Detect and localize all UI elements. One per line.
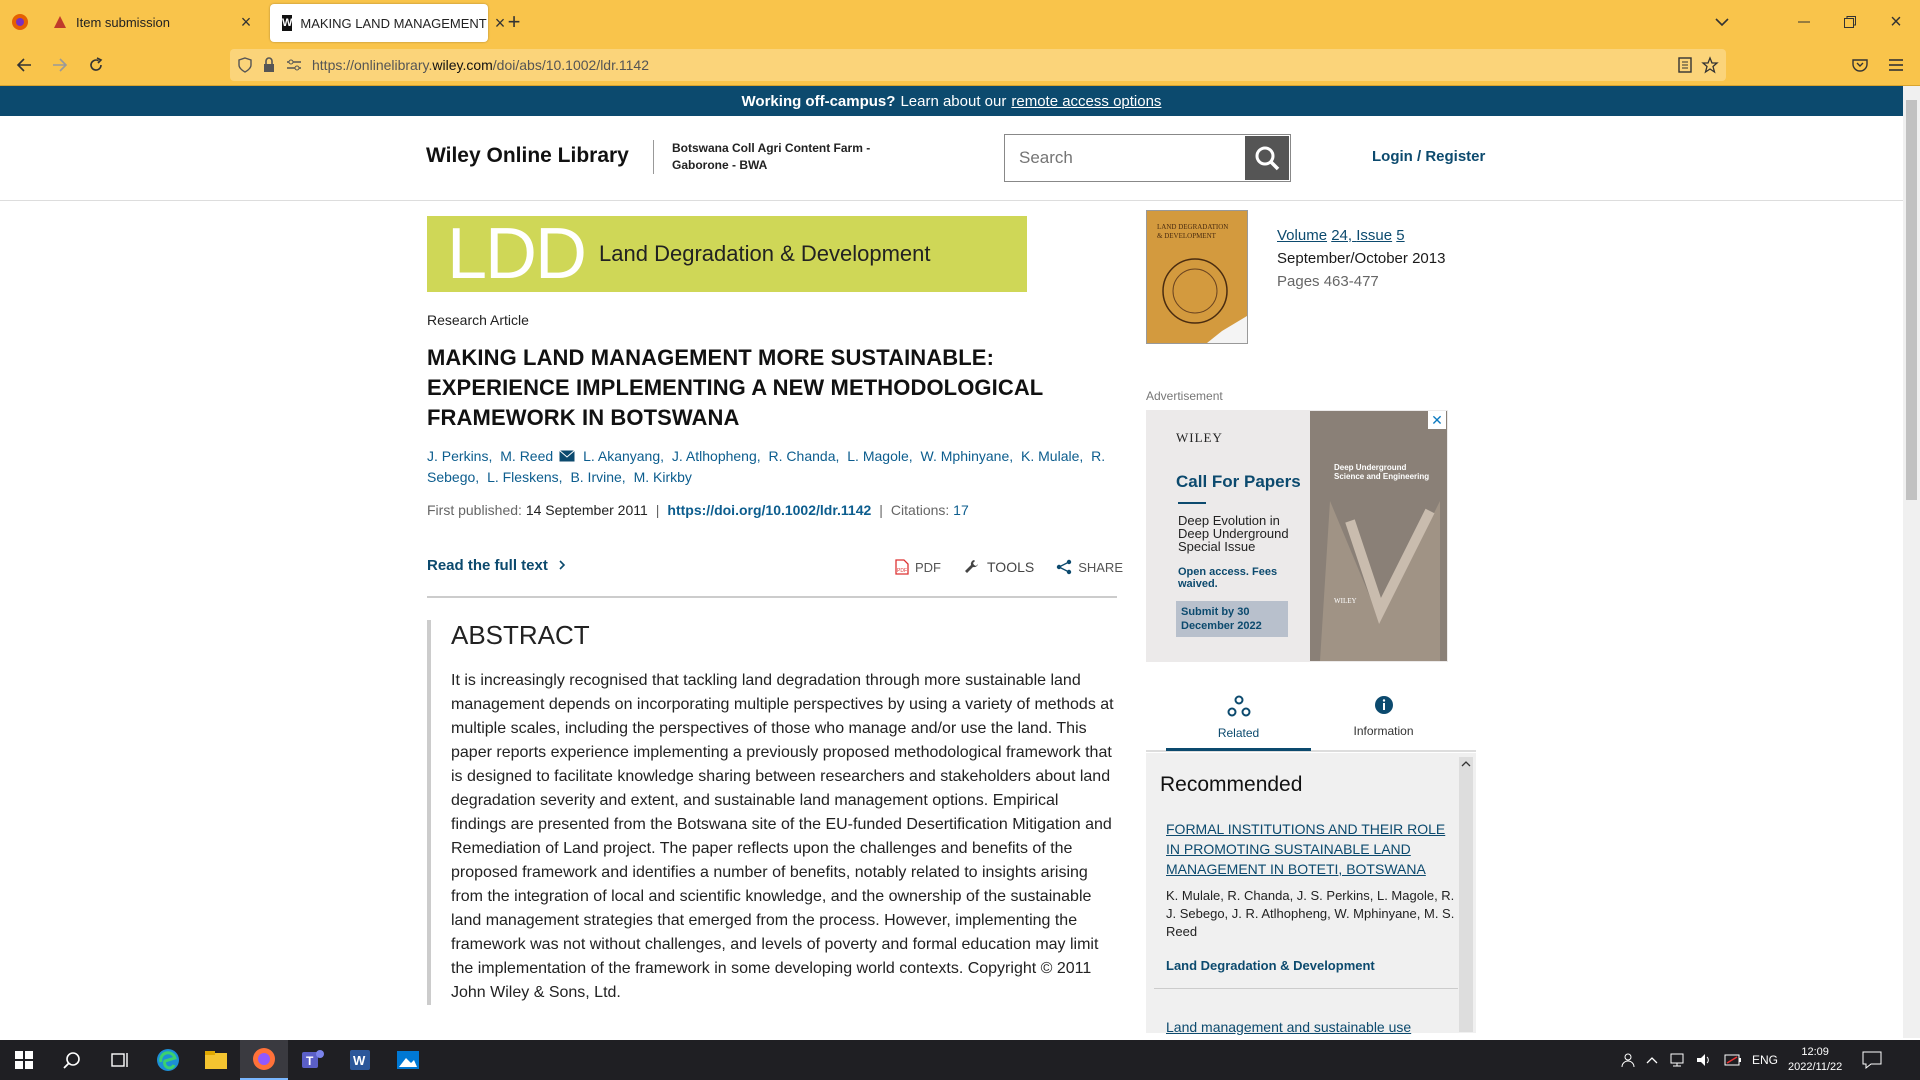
- author-link[interactable]: K. Mulale,: [1021, 448, 1084, 464]
- site-header: [0, 116, 1903, 201]
- site-logo[interactable]: Wiley Online Library: [426, 144, 629, 167]
- volume-link[interactable]: Volume: [1277, 227, 1328, 244]
- divider: [427, 596, 1117, 598]
- offcampus-bold: Working off-campus?: [741, 92, 896, 110]
- ad-title: Call For Papers: [1176, 472, 1301, 491]
- tab-information[interactable]: Information: [1311, 689, 1456, 751]
- list-tabs-icon[interactable]: [1706, 6, 1738, 38]
- ad-submit[interactable]: Submit by 30 December 2022: [1176, 601, 1288, 637]
- info-icon: [1374, 695, 1394, 715]
- restore-icon[interactable]: [1834, 6, 1866, 38]
- battery-icon[interactable]: [1724, 1053, 1742, 1067]
- tab-item-submission[interactable]: [40, 0, 266, 44]
- recommended-title-link[interactable]: Land management and sustainable use: [1166, 1019, 1412, 1035]
- publication-info: First published: 14 September 2011 | https://doi.org/10.1002/ldr.1142 | Citations: 17: [427, 502, 969, 518]
- close-window-icon[interactable]: ×: [1890, 10, 1902, 33]
- article-title: MAKING LAND MANAGEMENT MORE SUSTAINABLE: EXPERIENCE IMPLEMENTING A NEW METHODOLOGICAL FRAMEWORK IN BOTSWANA: [427, 345, 1043, 430]
- wiley-favicon: W: [282, 17, 293, 29]
- ad-artwork: [1310, 411, 1447, 661]
- ad-image-title: Deep Underground Science and Engineering: [1334, 463, 1430, 481]
- journal-name: Land Degradation & Development: [599, 241, 931, 266]
- firefox-menu-icon[interactable]: [10, 12, 30, 32]
- app-icon: [52, 14, 68, 30]
- permissions-icon[interactable]: [286, 58, 302, 72]
- search-button[interactable]: [1245, 136, 1289, 180]
- minimize-icon[interactable]: [1788, 6, 1820, 38]
- volume-number-link[interactable]: 24, Issue: [1331, 227, 1393, 244]
- bookmark-star-icon[interactable]: [1702, 57, 1718, 73]
- chevron-up-icon[interactable]: [1646, 1055, 1658, 1065]
- author-link[interactable]: M. Kirkby: [633, 469, 692, 485]
- advertisement-label: Advertisement: [1146, 389, 1223, 403]
- side-tabs: [1146, 690, 1476, 752]
- recommended-scrollbar[interactable]: [1459, 757, 1473, 1032]
- language-indicator[interactable]: ENG: [1752, 1053, 1779, 1067]
- offcampus-text: Learn about our: [900, 92, 1007, 110]
- doi-link[interactable]: https://doi.org/10.1002/ldr.1142: [667, 502, 872, 518]
- pdf-button[interactable]: PDF PDF: [897, 559, 941, 575]
- offcampus-banner: [0, 86, 1903, 116]
- first-published-label: First published:: [427, 502, 522, 518]
- page-range: Pages 463-477: [1277, 273, 1379, 290]
- pdf-icon: [895, 559, 909, 575]
- article-tools: [895, 558, 1123, 576]
- wrench-icon: [963, 558, 981, 576]
- firefox-taskbar-icon[interactable]: [240, 1040, 288, 1080]
- ad-image-brand: WILEY: [1334, 597, 1357, 605]
- navigation-bar: [0, 44, 1920, 86]
- author-list: [427, 446, 1117, 488]
- issue-info: [1277, 224, 1445, 293]
- first-published-date: 14 September 2011: [525, 502, 648, 518]
- word-icon[interactable]: [336, 1040, 384, 1080]
- ad-rule: [1178, 502, 1206, 504]
- author-link[interactable]: L. Fleskens,: [487, 469, 563, 485]
- close-tab-icon[interactable]: ×: [240, 11, 252, 32]
- recommended-heading: Recommended: [1160, 773, 1303, 796]
- task-view-icon[interactable]: [96, 1040, 144, 1080]
- tab-article[interactable]: [270, 4, 506, 42]
- divider: [1154, 988, 1458, 989]
- author-link[interactable]: L. Akanyang,: [583, 448, 665, 464]
- login-register-link[interactable]: Login / Register: [1372, 148, 1486, 165]
- volume-icon[interactable]: [1696, 1053, 1714, 1067]
- journal-banner[interactable]: [427, 216, 1027, 292]
- author-link[interactable]: J. Perkins,: [427, 448, 493, 464]
- email-icon[interactable]: [559, 450, 575, 462]
- back-icon[interactable]: [8, 49, 40, 81]
- author-link[interactable]: W. Mphinyane,: [920, 448, 1014, 464]
- issue-number-link[interactable]: 5: [1396, 227, 1405, 244]
- issue-date: September/October 2013: [1277, 250, 1446, 267]
- author-link[interactable]: L. Magole,: [847, 448, 913, 464]
- tab-title: Item submission: [76, 14, 170, 30]
- tab-related[interactable]: Related: [1166, 689, 1311, 751]
- search-box: [1004, 134, 1291, 182]
- abstract-text: It is increasingly recognised that tackling land degradation through more sustainable land management depends on incorporating multiple perspectives by using a variety of methods at multiple scales, including the perspectives of those who manage and/or use the land. This paper reports experience implementing a previously proposed methodological framework that is designed to facilitate knowledge sharing between researchers and stakeholders about land degradation severity and extent, and sustainable land management options. Empirical findings are presented from the Botswana site of the EU-funded Desertification Mitigation and Remediation of Land project. The paper reflects upon the challenges and benefits of the proposed framework and identifies a number of benefits, notably related to insights arising from the integration of local and scientific knowledge, and the ownership of the sustainable land management strategies that emerged from the process. However, implementing the framework was not without challenges, and levels of poverty and formal education may limit the implementation of the framework in some developing world contexts. Copyright © 2011 John Wiley & Sons, Ltd.: [451, 672, 1114, 1001]
- author-link[interactable]: R. Sebego,: [427, 448, 1106, 485]
- scroll-up-icon[interactable]: [1459, 758, 1473, 770]
- search-icon[interactable]: [48, 1040, 96, 1080]
- address-bar[interactable]: [230, 49, 1726, 81]
- edge-icon[interactable]: [144, 1040, 192, 1080]
- url-text[interactable]: https://onlinelibrary.wiley.com/doi/abs/10.1002/ldr.1142: [312, 57, 649, 73]
- institution-name: Botswana Coll Agri Content Farm - Gaborone - BWA: [653, 140, 873, 174]
- share-icon: [1056, 559, 1072, 575]
- share-button[interactable]: SHARE: [1056, 559, 1123, 575]
- citations-count[interactable]: 17: [953, 502, 969, 518]
- clock[interactable]: 12:09 2022/11/22: [1788, 1046, 1843, 1073]
- svg-text:W: W: [353, 1053, 366, 1068]
- journal-cover[interactable]: [1146, 210, 1248, 344]
- related-icon: [1228, 695, 1250, 717]
- svg-text:LAND DEGRADATION: LAND DEGRADATION: [1157, 223, 1229, 231]
- journal-abbrev: LDD: [447, 214, 586, 294]
- author-link[interactable]: R. Chanda,: [768, 448, 840, 464]
- abstract-section: [427, 620, 1117, 1005]
- svg-text:PDF: PDF: [897, 568, 907, 574]
- start-icon[interactable]: [0, 1040, 48, 1080]
- recommended-title-link[interactable]: FORMAL INSTITUTIONS AND THEIR ROLE IN PROMOTING SUSTAINABLE LAND MANAGEMENT IN BOTETI, BOTSWANA: [1166, 821, 1446, 877]
- forward-icon[interactable]: [44, 49, 76, 81]
- abstract-heading: ABSTRACT: [451, 620, 590, 650]
- notifications-icon[interactable]: [1862, 1051, 1882, 1069]
- network-icon[interactable]: [1668, 1053, 1686, 1067]
- svg-text:& DEVELOPMENT: & DEVELOPMENT: [1157, 232, 1216, 240]
- author-link[interactable]: J. Atlhopheng,: [671, 448, 761, 464]
- photos-icon[interactable]: [384, 1040, 432, 1080]
- browser-tab-bar: [0, 0, 1920, 44]
- ad-image: [1310, 411, 1447, 661]
- ad-brand: WILEY: [1176, 430, 1223, 445]
- article-type: Research Article: [427, 312, 529, 328]
- app-menu-icon[interactable]: [1880, 49, 1912, 81]
- citations-label: Citations:: [890, 502, 950, 518]
- remote-access-link[interactable]: remote access options: [1011, 92, 1162, 110]
- system-tray: [1620, 1040, 1882, 1080]
- pocket-icon[interactable]: [1844, 49, 1876, 81]
- ad-subtitle: Deep Evolution in Deep Underground Special Issue: [1178, 513, 1289, 554]
- ad-open-access: Open access. Fees waived.: [1178, 566, 1278, 590]
- close-tab-icon[interactable]: ×: [494, 12, 506, 33]
- reader-view-icon[interactable]: [1678, 57, 1692, 73]
- new-tab-icon[interactable]: +: [507, 9, 521, 34]
- teams-icon[interactable]: [288, 1040, 336, 1080]
- lock-icon[interactable]: [262, 57, 276, 73]
- reload-icon[interactable]: [80, 49, 112, 81]
- author-link[interactable]: M. Reed: [500, 448, 575, 464]
- page-scrollbar-thumb[interactable]: [1906, 100, 1917, 500]
- recommended-authors: K. Mulale, R. Chanda, J. S. Perkins, L. Magole, R. J. Sebego, J. R. Atlhopheng, W. Mphinyane, M. S. Reed: [1166, 888, 1455, 939]
- search-input[interactable]: [1005, 135, 1244, 181]
- recommended-journal-link[interactable]: Land Degradation & Development: [1166, 958, 1375, 973]
- cover-image: [1147, 211, 1247, 343]
- read-full-text-link[interactable]: Read the full text: [427, 557, 566, 574]
- recommended-panel: [1146, 753, 1476, 1033]
- file-explorer-icon[interactable]: [192, 1040, 240, 1080]
- ad-close-icon[interactable]: ✕: [1428, 411, 1446, 429]
- search-icon: [1254, 145, 1280, 171]
- tab-title: MAKING LAND MANAGEMENT: [300, 15, 487, 31]
- people-icon[interactable]: [1620, 1052, 1636, 1068]
- chevron-right-icon: [558, 560, 566, 570]
- tools-button[interactable]: TOOLS: [963, 558, 1034, 576]
- svg-text:T: T: [306, 1054, 314, 1068]
- shield-icon[interactable]: [238, 57, 252, 73]
- author-link[interactable]: B. Irvine,: [570, 469, 626, 485]
